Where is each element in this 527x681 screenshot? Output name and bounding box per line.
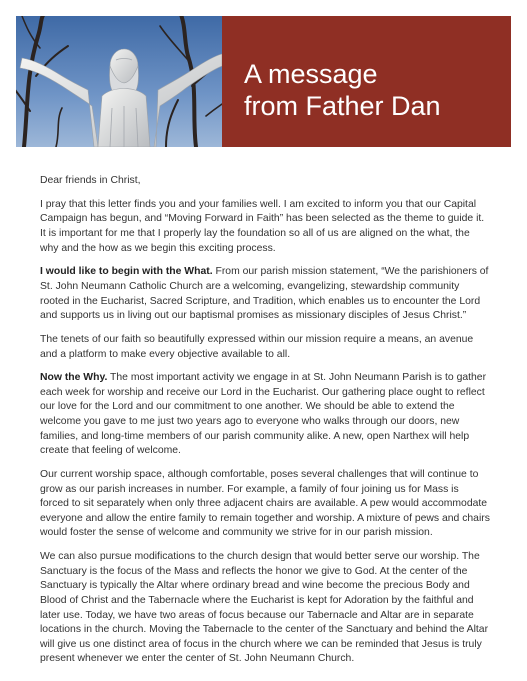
title-line-1: A message xyxy=(244,59,378,89)
why-lead: Now the Why. xyxy=(40,372,108,384)
title-line-2: from Father Dan xyxy=(244,91,441,121)
letter-paragraph-3: The tenets of our faith so beautifully expressed within our mission require a means, an avenue and a platform to make every objective available to all. xyxy=(40,333,474,360)
statue-image xyxy=(16,16,222,147)
letter-paragraph-2 xyxy=(40,265,490,323)
letter-paragraph-6: We can also pursue modifications to the church design that would better serve our worship. The Sanctuary is the focus of the Mass and reflects the honor we give to God. At the center of the Sanctuary is typically the Altar where ordinary bread and wine become the precious Body and Blood of Christ and the Tabernacle where the Eucharist is kept for Adoration by the faithful and later use. Today, we have two areas of focus because our Tabernacle and Altar are in separate locations in the church. Moving the Tabernacle to the center of the Sanctuary and behind the Altar will give us one distinct area of focus in the church where we can be reminded that Jesus is truly present whenever we enter the center of St. John Neumann Church. xyxy=(40,551,489,665)
title-panel xyxy=(222,16,511,147)
what-lead: I would like to begin with the What. xyxy=(40,266,213,278)
letter-body xyxy=(40,174,490,676)
what-text: From our parish mission statement, “We the parishioners of St. John Neumann Catholic Church are a welcoming, evangelizing, stewardship community rooted in the Eucharist, Sacred Scripture, and Tradition, which enables us to encounter the Lord and supports us in living out our baptismal promises as missionary disciples of Jesus Christ.” xyxy=(40,266,489,322)
letter-paragraph-1: I pray that this letter finds you and your families well. I am excited to inform you that our Capital Campaign has begun, and “Moving Forward in Faith” has been selected as the theme to guide it. It is important for me that I properly lay the foundation so all of us are aligned on the what, the why and the how as we begin this exciting process. xyxy=(40,198,485,254)
letter-paragraph-5: Our current worship space, although comfortable, poses several challenges that will continue to grow as our parish increases in number. For example, a family of four joining us for Mass is forced to sit separately when only three adjacent chairs are available. A pew would accommodate everyone and allow the entire family to remain together and worship. A mixture of pews and chairs would foster the sense of welcome and community we strive for in our parish mission. xyxy=(40,469,490,539)
statue-photo xyxy=(16,16,222,147)
header-banner xyxy=(16,16,511,147)
why-text: The most important activity we engage in at St. John Neumann Parish is to gather each week for worship and receive our Lord in the Eucharist. Our gathering place ought to reflect our love for the Lord and our commitment to one another. We should be able to extend the welcome you gave to me just two years ago to everyone who walks through our doors, new families, and long-time members of our parish community alike. A new, open Narthex will help create that feeling of welcome. xyxy=(40,372,487,457)
letter-paragraph-4 xyxy=(40,371,490,459)
letter-greeting: Dear friends in Christ, xyxy=(40,175,141,186)
page-title xyxy=(244,58,441,122)
